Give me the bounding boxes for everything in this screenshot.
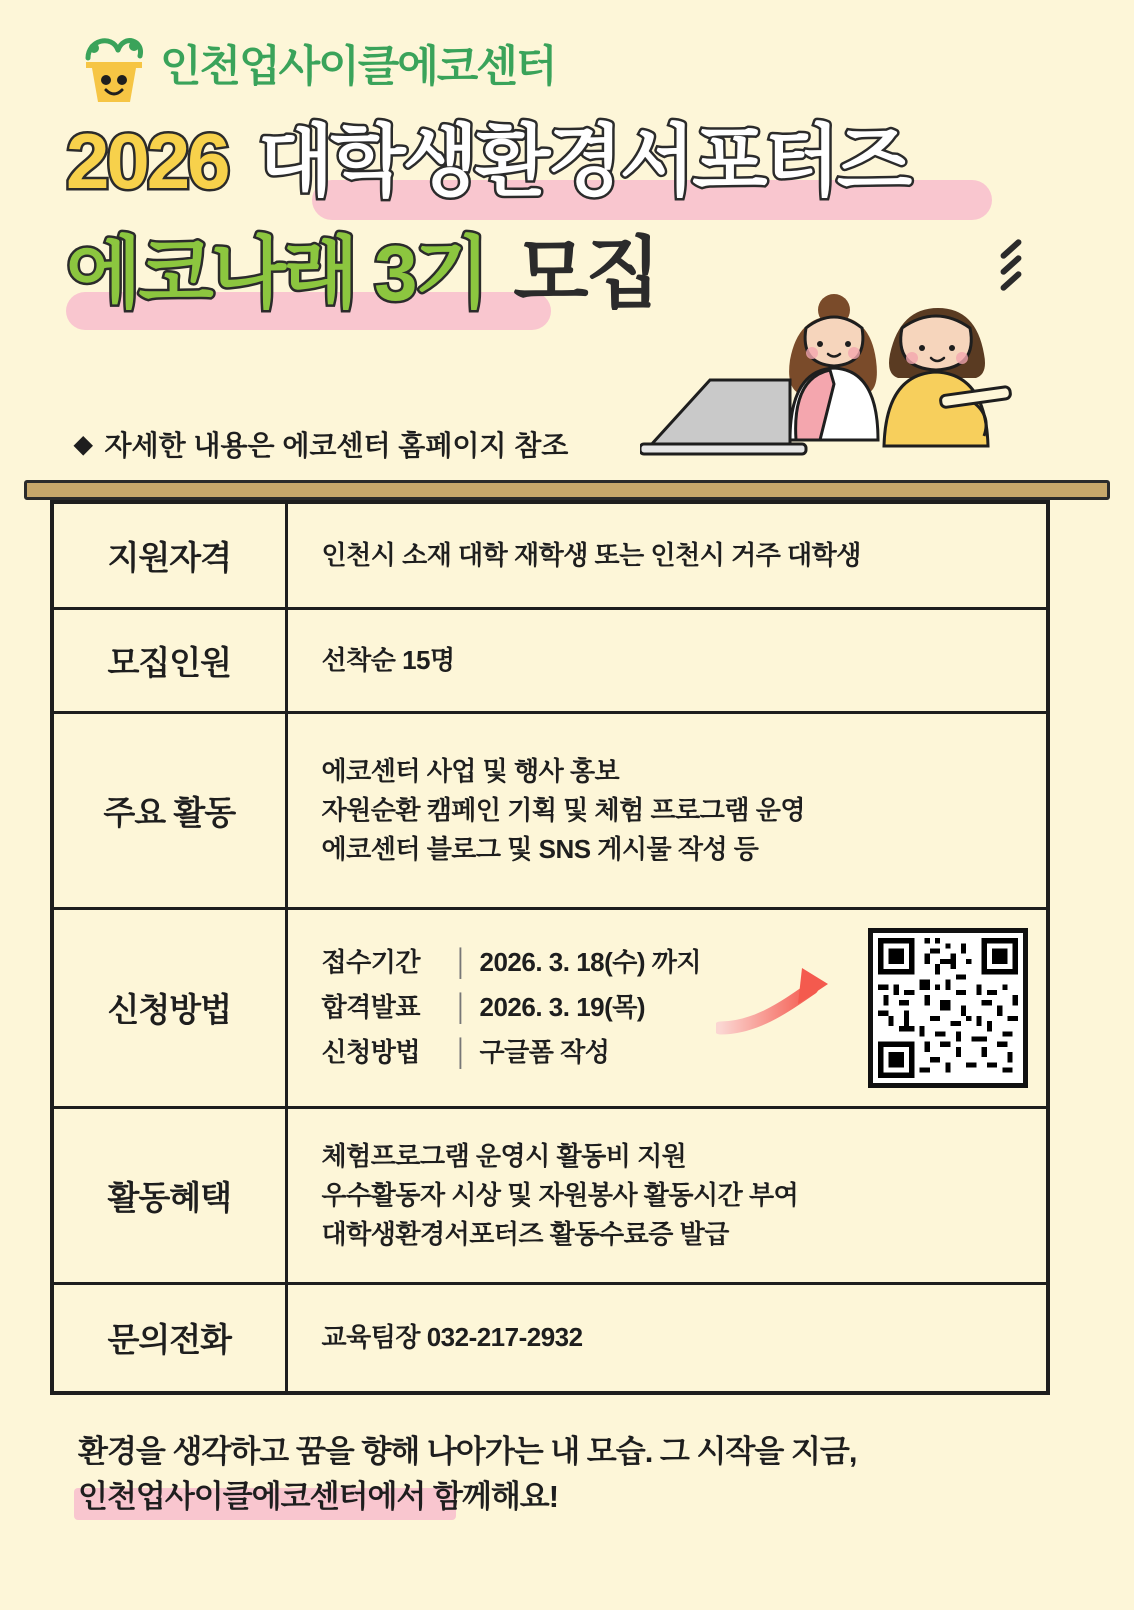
title-main-1: 대학생환경서포터즈 <box>257 117 910 205</box>
apply-label: 합격발표 <box>321 992 420 1022</box>
apply-label: 접수기간 <box>321 947 420 977</box>
info-table <box>50 500 1050 1395</box>
title-main-2: 에코나래 3기 <box>66 229 487 317</box>
text-line: 교육팀장 032-217-2932 <box>321 1322 583 1353</box>
footer-text-1: 환경을 생각하고 꿈을 향해 나아가는 내 모습. 그 시작을 지금, <box>78 1434 857 1469</box>
row-value-eligibility <box>286 504 1046 608</box>
title-line-1 <box>66 117 910 205</box>
qr-code-application-form[interactable] <box>868 928 1028 1088</box>
apply-value: 구글폼 작성 <box>479 1037 610 1067</box>
row-label-benefits: 활동혜택 <box>54 1107 286 1283</box>
row-value-benefits <box>286 1107 1046 1283</box>
apply-label: 신청방법 <box>321 1037 420 1067</box>
text-line: 에코센터 블로그 및 SNS 게시물 작성 등 <box>321 833 759 864</box>
text-line: 인천시 소재 대학 재학생 또는 인천시 거주 대학생 <box>321 539 861 570</box>
text-line: 체험프로그램 운영시 활동비 지원 <box>321 1140 687 1171</box>
brand-name: 인천업사이클에코센터 <box>160 42 556 91</box>
table-row <box>54 1107 1046 1283</box>
footer-line-2 <box>78 1475 1078 1520</box>
subtitle-text: 자세한 내용은 에코센터 홈페이지 참조 <box>104 430 569 461</box>
footer-line-1 <box>78 1430 1078 1475</box>
row-label-contact: 문의전화 <box>54 1283 286 1391</box>
apply-line <box>322 1033 777 1072</box>
row-label-how-to-apply: 신청방법 <box>54 908 286 1107</box>
row-label-headcount: 모집인원 <box>54 608 286 712</box>
text-line: 선착순 15명 <box>321 644 455 675</box>
text-line: 에코센터 사업 및 행사 홍보 <box>321 755 620 786</box>
footer-text-2: 에서 함께해요! <box>367 1478 559 1514</box>
row-label-eligibility: 지원자격 <box>54 504 286 608</box>
footer-brand-highlight: 인천업사이클에코센터 <box>78 1478 368 1514</box>
apply-separator: │ <box>453 992 470 1022</box>
row-value-contact <box>286 1283 1046 1391</box>
title-year: 2026 <box>66 117 228 205</box>
table-row <box>54 908 1046 1107</box>
row-value-headcount <box>286 608 1046 712</box>
apply-line <box>322 943 777 982</box>
diamond-bullet-icon: ◆ <box>74 430 93 458</box>
students-illustration <box>640 250 1080 490</box>
table-row <box>54 712 1046 908</box>
row-value-how-to-apply <box>286 908 1046 1107</box>
title-line-2 <box>66 229 658 317</box>
text-line: 자원순환 캠페인 기획 및 체험 프로그램 운영 <box>321 794 805 825</box>
table-row <box>54 1283 1046 1391</box>
apply-value: 2026. 3. 19(목) <box>479 992 646 1022</box>
text-line: 우수활동자 시상 및 자원봉사 활동시간 부여 <box>321 1179 799 1210</box>
apply-separator: │ <box>453 1037 470 1067</box>
title-suffix: 모집 <box>513 229 658 317</box>
footer-message <box>78 1430 1078 1520</box>
desk-bar-decoration <box>24 480 1110 500</box>
table-row <box>54 608 1046 712</box>
row-value-activities <box>286 712 1046 908</box>
apply-value: 2026. 3. 18(수) 까지 <box>479 947 702 977</box>
arrow-pointing-to-qr-icon <box>716 962 846 1042</box>
table-row <box>54 504 1046 608</box>
apply-line <box>322 988 777 1027</box>
brand-logo <box>78 28 555 106</box>
subtitle <box>74 424 568 464</box>
eco-center-logo-icon <box>78 28 150 106</box>
row-label-activities: 주요 활동 <box>54 712 286 908</box>
text-line: 대학생환경서포터즈 활동수료증 발급 <box>321 1218 729 1249</box>
apply-separator: │ <box>453 947 470 977</box>
